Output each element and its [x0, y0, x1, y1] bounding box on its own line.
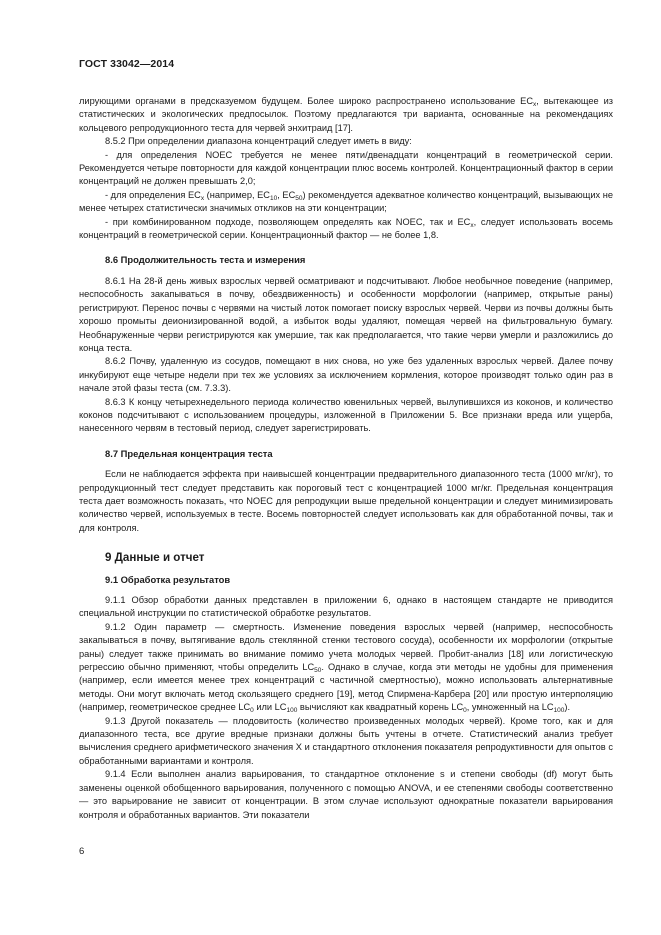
paragraph: 9.1.4 Если выполнен анализ варьирования, то стандартное отклонение s и степени свободы (df) могут быть заменены оценкой обобщенного варьирования, полученного с помощью ANOVA, и ее степенями свободы соответственно — это варьирование не зависит от концентрации. В этом случае используют однократные показатели варьирования контроля и обработанных вариантов. Эти показатели — [79, 769, 613, 820]
paragraph: Если не наблюдается эффекта при наивысшей концентрации предварительного диапазонного теста (1000 мг/кг), то репродукционный тест следует представить как пороговый тест с концентрацией 1000 мг/кг. Предельная концентрация теста дает возможность показать, что NOEC для репродукции выше предельной концентрации и следует минимизировать количество червей, используемых в тесте. Восемь повторностей следует использовать как для обработанной почвы, так и для контроля. — [79, 469, 613, 533]
list-item: - при комбинированном подходе, позволяющем определять как NOEC, так и $ЕС_x$, следует использовать восемь концентраций в геометрической серии. Концентрационный фактор — не более 1,8. — [79, 216, 613, 241]
paragraph: 8.6.1 На 28-й день живых взрослых червей осматривают и подсчитывают. Любое необычное поведение (например, неспособность закапываться в почву, обездвиженность) и особенности морфологии (например, открытые раны) регистрируют. Перенос почвы с червями на чистый лоток помогает поиску взрослых червей. Черви из почвы должны быть хорошо промыты деионизированной водой, а избыток воды удаляют, помещая червей на фильтровальную бумагу. Необнаруженные черви регистрируются как умершие, так как предполагается, что такие черви умерли и разложились до конца теста. — [79, 275, 613, 353]
paragraph: 9.1.1 Обзор обработки данных представлен в приложении 6, однако в настоящем стандарте не приводится специальной инструкции по статистической обработке результатов. — [79, 595, 613, 619]
paragraph: 8.5.2 При определении диапазона концентраций следует иметь в виду: — [105, 136, 412, 147]
page-number: 6 — [79, 846, 85, 857]
paragraph: 9.1.2 Один параметр — смертность. Изменение поведения взрослых червей (например, неспособность закапываться в почву, вытягивание вдоль стеклянной стенки тестового сосуда), особенности их морфологии (открытые раны) следует также принимать во внимание помимо учета молодых червей. Пробит-анализ [18] или логистическую регрессию обычно применяют, чтобы определить $LC_{50}$. Однако в случае, когда эти методы не удобны для применения (например, если имеется менее трех концентраций с частичной смертностью), можно использовать альтернативные методы. Они могут включать метод скользящего среднего [19], метод Спирмена-Карбера [20] или простую интерполяцию (например, геометрическое среднее $LC_0$ или $LC_{100}$ вычисляют как квадратный корень $LC_0$, умноженный на $LC_{100}$). — [79, 621, 613, 715]
list-item: - для определения $ЕС_x$ (например, $ЕС_{10}$, $ЕС_{50}$) рекомендуется адекватное количество концентраций, вызывающих не менее четырех статистически значимых откликов на эти концентрации; — [79, 189, 613, 214]
section-heading-8-6: 8.6 Продолжительность теста и измерения — [105, 254, 306, 266]
page-content — [79, 95, 613, 822]
section-heading-8-7: 8.7 Предельная концентрация теста — [105, 447, 273, 459]
paragraph: 8.6.2 Почву, удаленную из сосудов, помещают в них снова, но уже без удаленных взрослых червей. Далее почву инкубируют еще четыре недели при тех же условиях за исключением кормления, которое производят только один раз в начале этой фазы теста (см. 7.3.3). — [79, 356, 613, 394]
paragraph: лирующими органами в предсказуемом будущем. Более широко распространено использование $ЕС_x$, вытекающее из статистических и экологических предпосылок. Поэтому предлагаются три варианта, основанные на рекомендациях кольцевого репродукционного теста для червей энхитраид [17]. — [79, 96, 613, 133]
paragraph: 9.1.3 Другой показатель — плодовитость (количество произведенных молодых червей). Кроме того, как и для диапазонного теста, все другие вредные признаки должны быть учтены в отчете. Статистический анализ требует вычисления среднего арифметического значения Х и стандартного отклонения показателя репродуктивности для опытов с обработанными вариантами и контроля. — [79, 715, 613, 766]
list-item: - для определения NOEC требуется не менее пяти/двенадцати концентраций в геометрической серии. Рекомендуется четыре повторности для каждой концентрации плюс восемь контролей. Концентрационный фактор в серии концентраций не должен превышать 2,0; — [79, 149, 613, 187]
document-header: ГОСТ 33042—2014 — [79, 58, 175, 70]
section-heading-9: 9 Данные и отчет — [105, 551, 205, 565]
paragraph: 8.6.3 К концу четырехнедельного периода количество ювенильных червей, вылупившихся из коконов, и количество коконов подсчитывают с использованием процедуры, изложенной в Приложении 5. Все признаки вреда или ущерба, нанесенного червям в тестовый период, следует зарегистрировать. — [79, 396, 613, 434]
section-heading-9-1: 9.1 Обработка результатов — [105, 573, 231, 585]
